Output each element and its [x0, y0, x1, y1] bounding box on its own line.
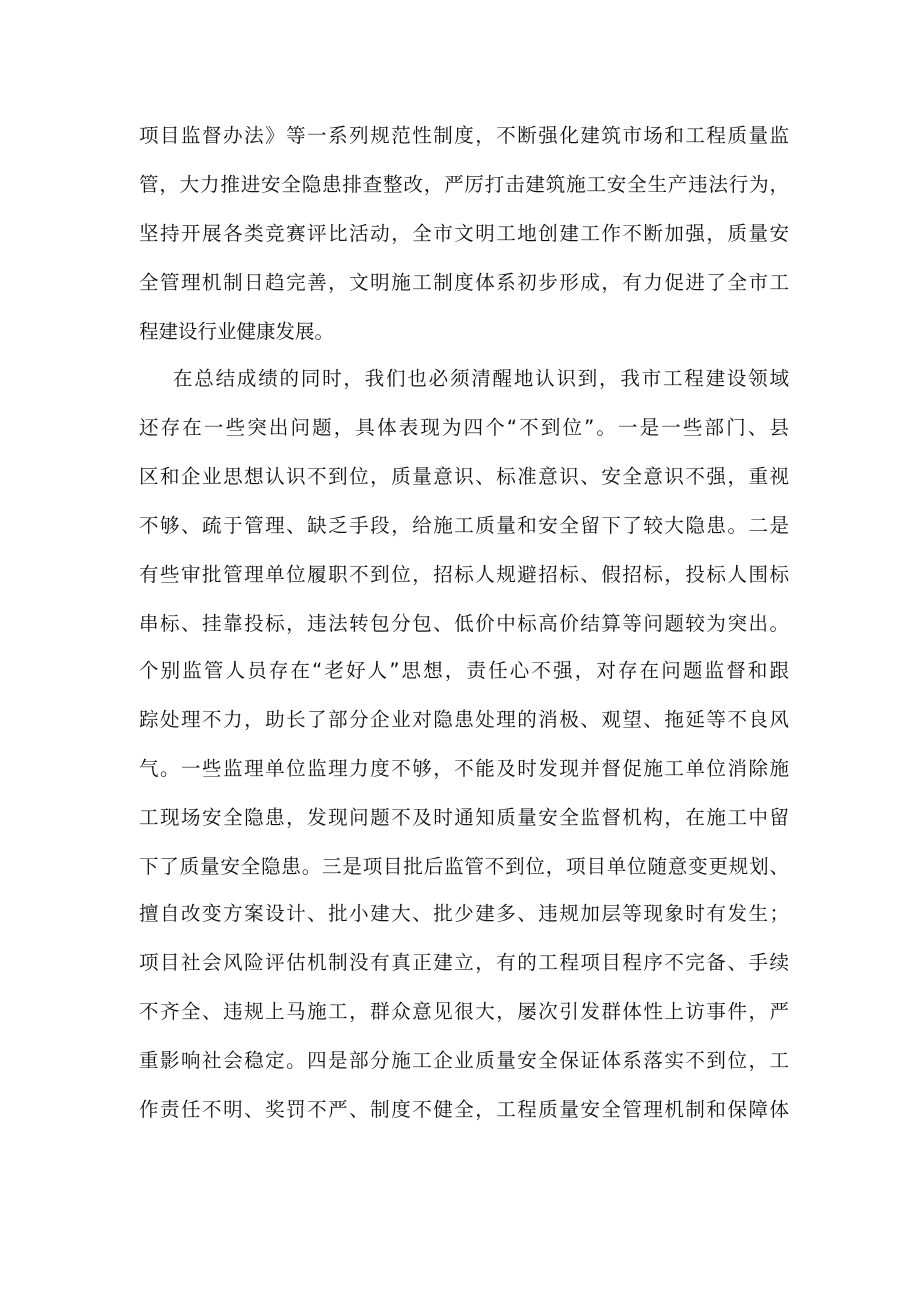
- paragraph-2-line-16: 作责任不明、奖罚不严、制度不健全，工程质量安全管理机制和保障体: [139, 1098, 789, 1121]
- paragraph-1-line-1: 项目监督办法》等一系列规范性制度，不断强化建筑市场和工程质量监: [139, 124, 789, 147]
- paragraph-2-line-5: 有些审批管理单位履职不到位，招标人规避招标、假招标，投标人围标: [139, 563, 789, 586]
- paragraph-2-line-2: 还存在一些突出问题，具体表现为四个“不到位”。一是一些部门、县: [139, 416, 789, 439]
- paragraph-2-line-7: 个别监管人员存在“老好人”思想，责任心不强，对存在问题监督和跟: [139, 659, 789, 682]
- paragraph-1-line-4: 全管理机制日趋完善，文明施工制度体系初步形成，有力促进了全市工: [139, 271, 789, 294]
- paragraph-2-line-3: 区和企业思想认识不到位，质量意识、标准意识、安全意识不强，重视: [139, 465, 789, 488]
- paragraph-2-line-11: 下了质量安全隐患。三是项目批后监管不到位，项目单位随意变更规划、: [139, 855, 789, 878]
- paragraph-1-line-2: 管，大力推进安全隐患排查整改，严厉打击建筑施工安全生产违法行为，: [139, 173, 789, 196]
- paragraph-1-line-3: 坚持开展各类竞赛评比活动，全市文明工地创建工作不断加强，质量安: [139, 222, 789, 245]
- paragraph-2-line-9: 气。一些监理单位监理力度不够，不能及时发现并督促施工单位消除施: [139, 757, 789, 780]
- paragraph-2-line-15: 重影响社会稳定。四是部分施工企业质量安全保证体系落实不到位，工: [139, 1049, 789, 1072]
- paragraph-2-line-13: 项目社会风险评估机制没有真正建立，有的工程项目程序不完备、手续: [139, 951, 789, 974]
- paragraph-2-line-6: 串标、挂靠投标，违法转包分包、低价中标高价结算等问题较为突出。: [139, 612, 789, 635]
- paragraph-2-line-4: 不够、疏于管理、缺乏手段，给施工质量和安全留下了较大隐患。二是: [139, 514, 789, 537]
- paragraph-2-line-12: 擅自改变方案设计、批小建大、批少建多、违规加层等现象时有发生；: [139, 902, 789, 925]
- paragraph-2-line-1: 在总结成绩的同时，我们也必须清醒地认识到，我市工程建设领域: [173, 367, 789, 390]
- paragraph-2-line-10: 工现场安全隐患，发现问题不及时通知质量安全监督机构，在施工中留: [139, 806, 789, 829]
- paragraph-2-line-8: 踪处理不力，助长了部分企业对隐患处理的消极、观望、拖延等不良风: [139, 708, 789, 731]
- paragraph-2-line-14: 不齐全、违规上马施工，群众意见很大，屡次引发群体性上访事件，严: [139, 1000, 789, 1023]
- paragraph-1-line-5: 程建设行业健康发展。: [139, 320, 335, 343]
